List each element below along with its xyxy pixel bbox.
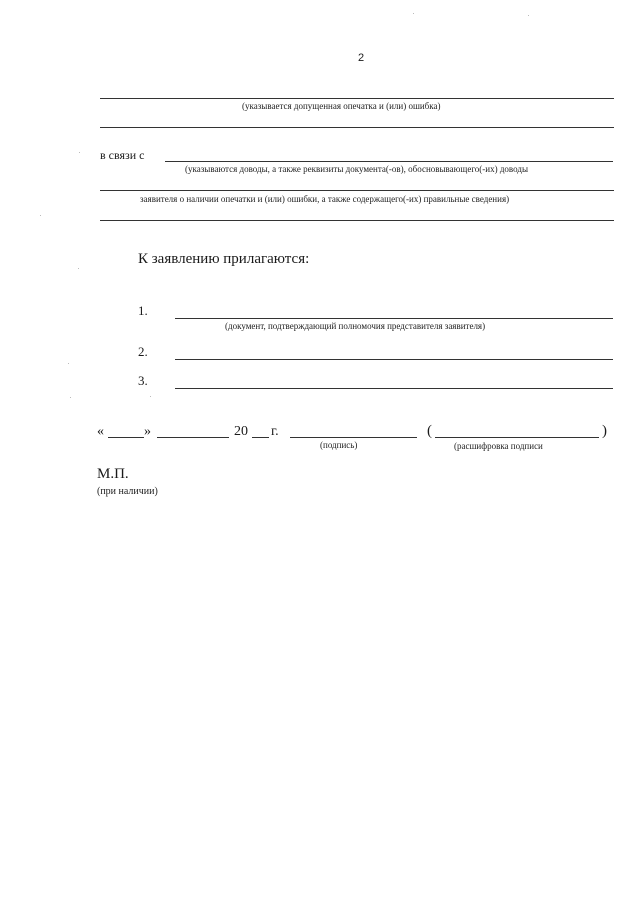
- attachments-heading: К заявлению прилагаются:: [138, 251, 310, 267]
- date-year-line[interactable]: [252, 437, 269, 438]
- attachment-number-3: 3.: [138, 373, 148, 388]
- signature-caption: (подпись): [320, 440, 358, 450]
- reason-caption-2: заявителя о наличии опечатки и (или) ошибки, а также содержащего(-их) правильные сведения): [140, 194, 510, 204]
- stamp-label: М.П.: [97, 466, 129, 482]
- reason-line-2[interactable]: [100, 190, 614, 191]
- date-day-line[interactable]: [108, 437, 144, 438]
- decoding-open-paren: (: [427, 423, 432, 439]
- attachment-line-2[interactable]: [175, 359, 613, 360]
- date-month-line[interactable]: [157, 437, 229, 438]
- date-open-quote: «: [97, 424, 104, 439]
- scan-speck: [78, 268, 79, 269]
- attachment-line-1[interactable]: [175, 318, 613, 319]
- attachment-number-2: 2.: [138, 344, 148, 359]
- date-year-suffix: г.: [271, 424, 279, 439]
- scan-speck: [79, 152, 80, 153]
- attachment-line-3[interactable]: [175, 388, 613, 389]
- scan-speck: [40, 215, 41, 216]
- decoding-line[interactable]: [435, 437, 599, 438]
- attachment-number-1: 1.: [138, 303, 148, 318]
- stamp-note: (при наличии): [97, 486, 158, 497]
- error-caption: (указывается допущенная опечатка и (или) ошибка): [242, 101, 441, 111]
- scan-speck: [68, 363, 69, 364]
- attachment-caption-1: (документ, подтверждающий полномочия представителя заявителя): [225, 321, 486, 331]
- scan-speck: [150, 396, 151, 397]
- date-year-prefix: 20: [234, 424, 248, 439]
- page-number: 2: [358, 52, 365, 64]
- signature-line[interactable]: [290, 437, 417, 438]
- scan-speck: [528, 15, 529, 16]
- reason-caption-1: (указываются доводы, а также реквизиты документа(-ов), обосновывающего(-их) доводы: [185, 164, 528, 174]
- reason-lead: в связи с: [100, 148, 145, 162]
- error-line[interactable]: [100, 98, 614, 99]
- scan-speck: [70, 397, 71, 398]
- reason-line-3[interactable]: [100, 220, 614, 221]
- decoding-close-paren: ): [602, 423, 607, 439]
- decoding-caption: (расшифровка подписи: [454, 441, 543, 451]
- scan-speck: [413, 13, 414, 14]
- date-close-quote: »: [144, 424, 151, 439]
- reason-line-1[interactable]: [165, 161, 613, 162]
- error-line-2[interactable]: [100, 127, 614, 128]
